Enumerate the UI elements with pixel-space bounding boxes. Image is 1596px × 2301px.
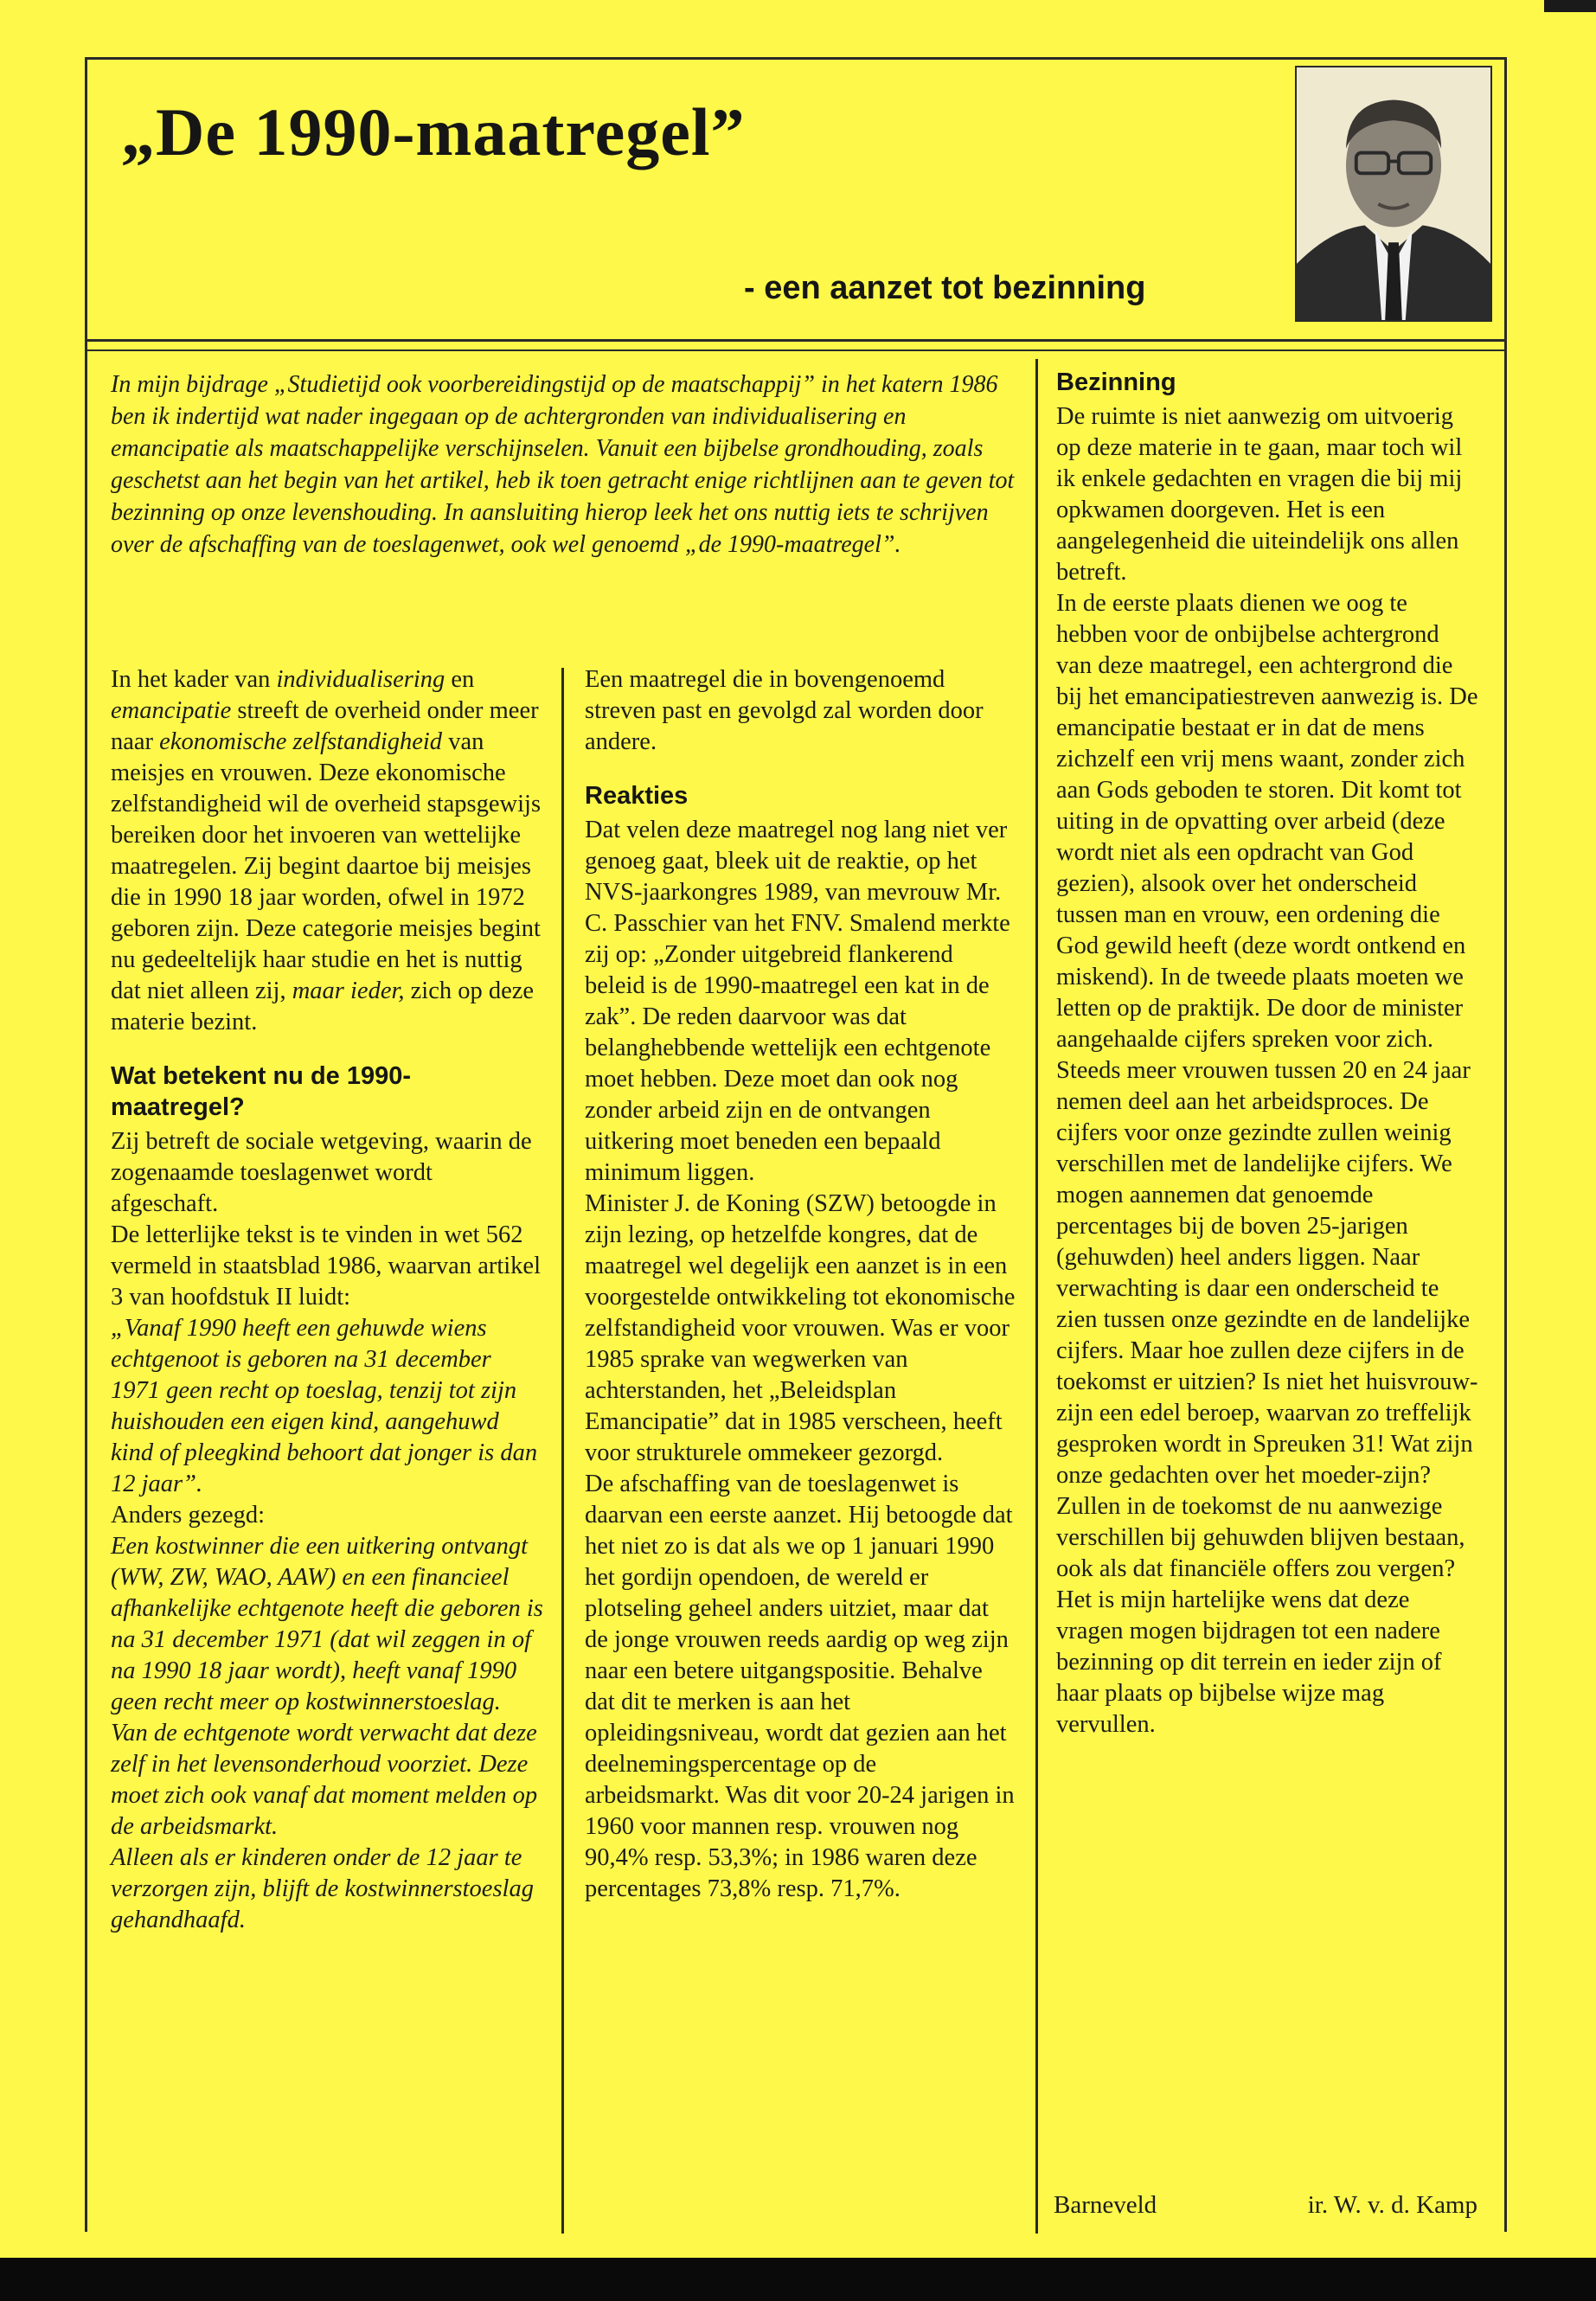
header-rule [85,339,1507,342]
col1-paragraph-6: Alleen als er kinderen onder de 12 jaar te verzorgen zijn, blijft de kostwinnerstoeslag gehandhaafd. [111,1844,534,1933]
col3-paragraph-1: De ruimte is niet aanwezig om uitvoerig op deze materie in te gaan, maar toch wil ik enkele gedachten en vragen die bij mij opkwamen doorgeven. Het is een aangelegenheid die uiteindelijk ons allen betreft. [1056,403,1463,586]
col1-quote: „Vanaf 1990 heeft een gehuwde wiens echtgenoot is geboren na 31 december 1971 geen recht op toeslag, tenzij tot zijn huishouden een eigen kind, aangehuwd kind of pleegkind behoort dat jonger is dan 12 jaar”. [111,1315,538,1497]
signature [1054,2191,1477,2220]
signature-place: Barneveld [1054,2191,1157,2219]
column-divider-2 [1035,359,1038,2234]
col2-heading: Reakties [585,782,689,810]
col1-paragraph-3: De letterlijke tekst is te vinden in wet 562 vermeld in staatsblad 1986, waarvan artikel 3 van hoofdstuk II luidt: [111,1221,541,1311]
column-divider-1 [561,668,564,2234]
col3-heading: Bezinning [1056,369,1176,396]
col1-heading: Wat betekent nu de 1990-maatregel? [111,1062,412,1121]
signature-author: ir. W. v. d. Kamp [1307,2191,1477,2219]
article-intro: In mijn bijdrage „Studietijd ook voorbereidingstijd op de maatschappij” in het katern 1986 ben ik indertijd wat nader ingegaan op de achtergronden van individualisering en emancipatie als maatschappelijke verschijnselen. Vanuit een bijbelse grondhouding, zoals geschetst aan het begin van het artikel, heb ik toen getracht enige richtlijnen aan te geven tot bezinning op onze levenshouding. In aansluiting hierop leek het ons nuttig iets te schrijven over de afschaffing van de toeslagenwet, ook wel genoemd „de 1990-maatregel”. [111,371,1015,558]
column-3 [1056,367,1480,1740]
col2-paragraph-3: Minister J. de Koning (SZW) betoogde in zijn lezing, op hetzelfde kongres, dat de maatregel wel degelijk een aanzet is in een voorgestelde ontwikkeling tot ekonomische zelfstandigheid voor vrouwen. Was er voor 1985 sprake van wegwerken van achterstanden, het „Beleidsplan Emancipatie” dat in 1985 verscheen, heeft voor strukturele ommekeer gezorgd. [585,1190,1016,1466]
author-portrait-image [1297,67,1490,320]
scan-edge-mark [1544,0,1596,12]
column-1 [111,664,543,1936]
article-subtitle: - een aanzet tot bezinning [744,270,1146,306]
header-rule-secondary [85,349,1507,351]
col1-paragraph-2: Zij betreft de sociale wetgeving, waarin de zogenaamde toeslagenwet wordt afgeschaft. [111,1128,532,1217]
author-photo [1295,66,1492,322]
column-2 [585,664,1017,1905]
article-title: „De 1990-maatregel” [121,94,746,170]
col2-paragraph-2: Dat velen deze maatregel nog lang niet ver genoeg gaat, bleek uit de reaktie, op het NVS-jaarkongres 1989, van mevrouw Mr. C. Passchier van het FNV. Smalend merkte zij op: „Zonder uitgebreid flankerend beleid is de 1990-maatregel een kat in de zak”. De reden daarvoor was dat belanghebbende wettelijk een echtgenote moet hebben. Deze moet dan ook nog zonder arbeid zijn en de ontvangen uitkering moet beneden een bepaald minimum liggen. [585,817,1010,1186]
col1-paragraph-4: Anders gezegd: [111,1502,266,1529]
col2-paragraph-4: De afschaffing van de toeslagenwet is daarvan een eerste aanzet. Hij betoogde dat het niet zo is dat als we op 1 januari 1990 het gordijn opendoen, de wereld er plotseling geheel anders uitziet, maar dat de jonge vrouwen reeds aardig op weg zijn naar een betere uitgangspositie. Behalve dat dit te merken is aan het opleidingsniveau, wordt dat gezien aan het deelnemingspercentage op de arbeidsmarkt. Was dit voor 20-24 jarigen in 1960 voor mannen resp. vrouwen nog 90,4% resp. 53,3%; in 1986 waren deze percentages 73,8% resp. 71,7%. [585,1471,1015,1902]
scan-bottom-edge [0,2258,1596,2301]
col3-paragraph-3: Het is mijn hartelijke wens dat deze vragen mogen bijdragen tot een nadere bezinning op dit terrein en ieder zijn of haar plaats op bijbelse wijze mag vervullen. [1056,1586,1442,1738]
col1-paragraph-1: In het kader van individualisering en emancipatie streeft de overheid onder meer naar ekonomische zelfstandigheid van meisjes en vrouwen. Deze ekonomische zelfstandigheid wil de overheid stapsgewijs bereiken door het invoeren van wettelijke maatregelen. Zij begint daartoe bij meisjes die in 1990 18 jaar worden, ofwel in 1972 geboren zijn. Deze categorie meisjes begint nu gedeeltelijk haar studie en het is nuttig dat niet alleen zij, maar ieder, zich op deze materie bezint. [111,666,542,1035]
col2-paragraph-1: Een maatregel die in bovengenoemd streven past en gevolgd zal worden door andere. [585,666,984,755]
col1-paragraph-5: Een kostwinner die een uitkering ontvangt (WW, ZW, WAO, AAW) en een financieel afhankelijke echtgenote heeft die geboren is na 31 december 1971 (dat wil zeggen in of na 1990 18 jaar wordt), heeft vanaf 1990 geen recht meer op kostwinnerstoeslag. Van de echtgenote wordt verwacht dat deze zelf in het levensonderhoud voorziet. Deze moet zich ook vanaf dat moment melden op de arbeidsmarkt. [111,1533,543,1840]
col3-paragraph-2: In de eerste plaats dienen we oog te hebben voor de onbijbelse achtergrond van deze maatregel, een achtergrond die bij het emancipatiestreven aanwezig is. De emancipatie bestaat er in dat de mens zichzelf een vrij mens waant, zonder zich aan Gods geboden te storen. Dit komt tot uiting in de opvatting over arbeid (deze wordt niet als een opdracht van God gezien), alsook over het onderscheid tussen man en vrouw, een ordening die God gewild heeft (deze wordt ontkend en miskend). In de tweede plaats moeten we letten op de praktijk. De door de minister aangehaalde cijfers spreken voor zich. Steeds meer vrouwen tussen 20 en 24 jaar nemen deel aan het arbeidsproces. De cijfers voor onze gezindte zullen weinig verschillen met de landelijke cijfers. We mogen aannemen dat genoemde percentages bij de boven 25-jarigen (gehuwden) heel anders liggen. Naar verwachting is daar een onderscheid te zien tussen onze gezindte en de landelijke cijfers. Maar hoe zullen deze cijfers in de toekomst er uitzien? Is niet het huisvrouw-zijn een edel beroep, waarvan zo treffelijk gesproken wordt in Spreuken 31! Wat zijn onze gedachten over het moeder-zijn? Zullen in de toekomst de nu aanwezige verschillen bij gehuwden blijven bestaan, ook als dat financiële offers zou vergen? [1056,590,1478,1582]
